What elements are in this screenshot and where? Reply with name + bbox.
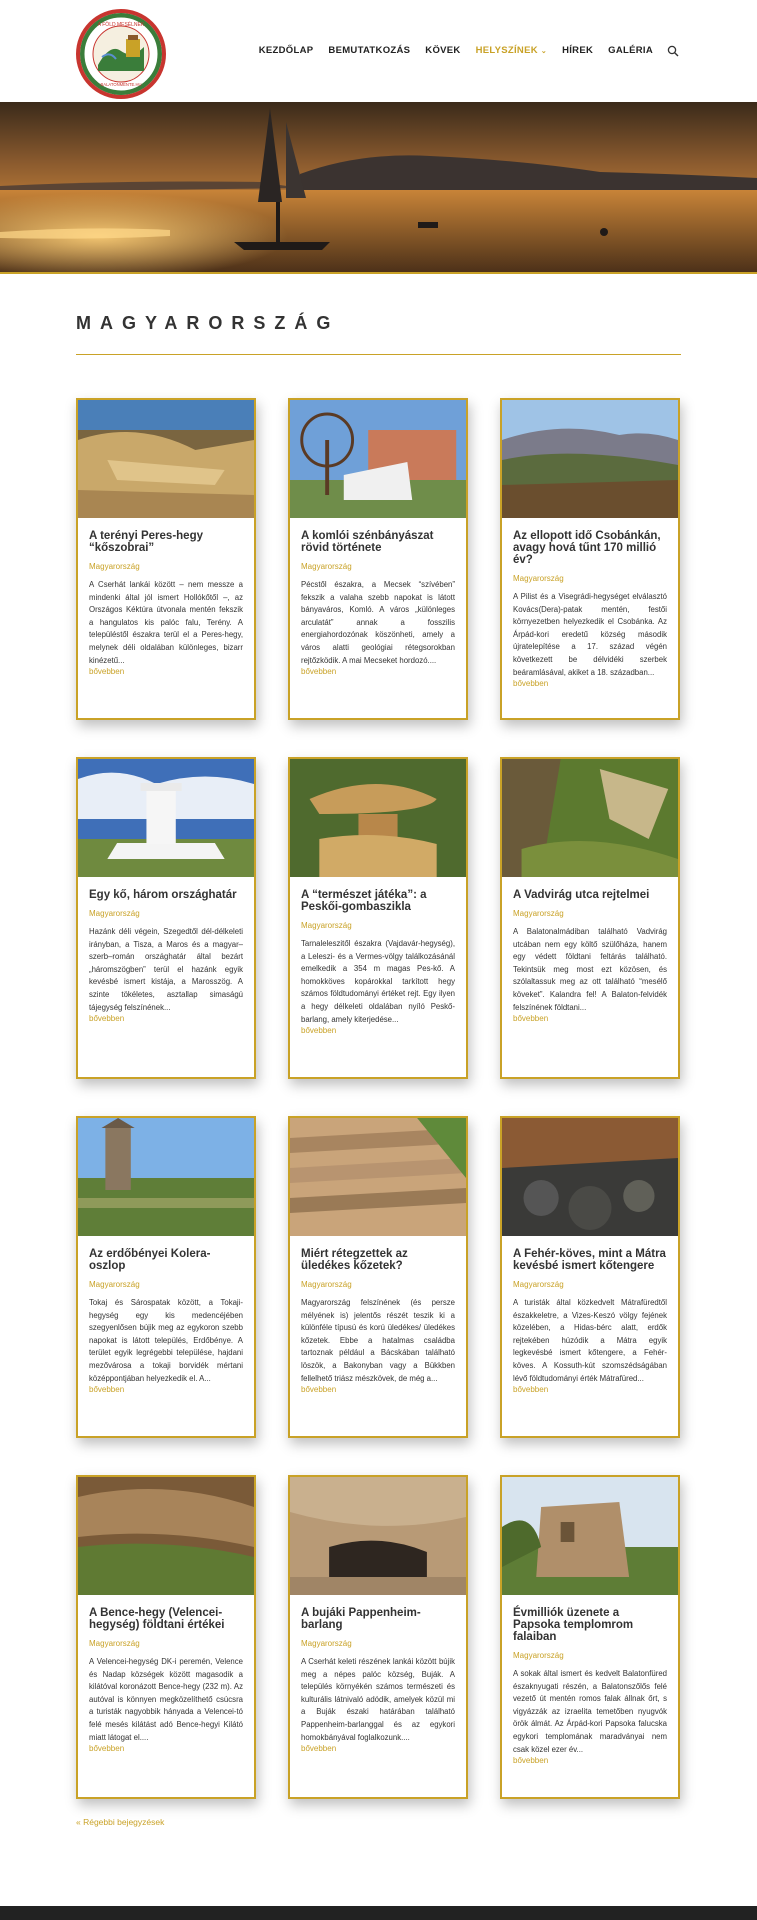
page-title: MAGYARORSZÁG bbox=[76, 313, 340, 333]
post-title[interactable]: Az ellopott idő Csobánkán, avagy hová tűnt 170 millió év? bbox=[513, 530, 661, 566]
post-excerpt: A sokak által ismert és kedvelt Balatonfüred északnyugati részén, a Balatonszőlős felé vezető út mentén romos falak állnak őrt, s vigyázzák az izraelita temetőben nyugvók örök álmát. Az Árpád-kori Papsoka falucska egykori templomának maradványai nem csak közel ezer év... bbox=[513, 1669, 667, 1754]
nav-item-label: HÍREK bbox=[562, 44, 594, 56]
post-card[interactable] bbox=[500, 398, 680, 720]
post-category[interactable]: Magyarország bbox=[89, 562, 140, 571]
site-logo[interactable] bbox=[76, 9, 166, 99]
post-card[interactable] bbox=[288, 1475, 468, 1799]
read-more-link[interactable]: bővebben bbox=[89, 667, 125, 677]
post-category[interactable]: Magyarország bbox=[513, 1280, 564, 1289]
logo-text-top: A FÖLD MESÉLNEK bbox=[97, 22, 145, 28]
post-excerpt: A Pilist és a Visegrádi-hegységet elválasztó Kovács(Dera)-patak mentén, festői környezetben helyezkedik el Csobánka. Az Árpád-kori eredetű község második újratelepítése a 17. század végén következett be délvidéki szerbek beáramlásával, akiket a 18. században... bbox=[513, 592, 667, 677]
post-title[interactable]: Miért rétegzettek az üledékes kőzetek? bbox=[301, 1248, 408, 1272]
nav-item-kövek[interactable] bbox=[425, 45, 460, 56]
post-card[interactable] bbox=[288, 398, 468, 720]
post-excerpt: A Cserhát lankái között – nem messze a mindenki által jól ismert Hollókőtől –, az Országos Kéktúra útvonala mentén fekszik a hangulatos kis palóc falu, Terény. A településtől északra terül el a Peres-hegy, melynek déli oldalában különleges, bizarr kinézetű... bbox=[89, 580, 243, 665]
post-card[interactable] bbox=[76, 1475, 256, 1799]
post-thumbnail[interactable] bbox=[290, 1118, 466, 1236]
nav-item-galéria[interactable] bbox=[608, 45, 653, 56]
post-category[interactable]: Magyarország bbox=[301, 921, 352, 930]
nav-item-label: HELYSZÍNEK bbox=[475, 44, 538, 56]
post-thumbnail[interactable] bbox=[78, 400, 254, 518]
post-card[interactable] bbox=[288, 1116, 468, 1438]
footer-bar bbox=[0, 1906, 757, 1920]
post-excerpt: A turisták által közkedvelt Mátrafüredtől északkeletre, a Vizes-Keszó völgy fejének közelében, a Hidas-bérc alatt, erdők rejtekében húzódik a Mátra egyik legkevésbé ismert kőtengere, a Fehér-köves. A Kossuth-kút szomszédságában lévő földtudományi érték Mátrafüred... bbox=[513, 1298, 667, 1383]
main-nav bbox=[244, 44, 679, 56]
post-category[interactable]: Magyarország bbox=[301, 562, 352, 571]
post-title[interactable]: A Bence-hegy (Velencei-hegység) földtani értékei bbox=[89, 1607, 225, 1631]
post-thumbnail[interactable] bbox=[290, 400, 466, 518]
post-excerpt: Hazánk déli végein, Szegedtől dél-délkeleti irányban, a Tisza, a Maros és a magyar–szerb–román országhatár által bezárt „háromszögben” terül el hazánk egyik kevésbé ismert kistája, a Marosszög. A szinte tökéletes, asztallap simaságú tájegység felszínének... bbox=[89, 927, 243, 1012]
hero-banner bbox=[0, 102, 757, 274]
post-card[interactable] bbox=[500, 1116, 680, 1438]
post-thumbnail[interactable] bbox=[78, 759, 254, 877]
post-thumbnail[interactable] bbox=[290, 1477, 466, 1595]
post-category[interactable]: Magyarország bbox=[89, 1639, 140, 1648]
nav-item-label: KEZDŐLAP bbox=[258, 44, 314, 56]
read-more-link[interactable]: bővebben bbox=[301, 1744, 337, 1754]
read-more-link[interactable]: bővebben bbox=[513, 679, 549, 689]
post-thumbnail[interactable] bbox=[502, 759, 678, 877]
read-more-link[interactable]: bővebben bbox=[89, 1744, 125, 1754]
nav-item-label: KÖVEK bbox=[425, 44, 461, 56]
read-more-link[interactable]: bővebben bbox=[513, 1385, 549, 1395]
post-thumbnail[interactable] bbox=[290, 759, 466, 877]
post-card[interactable] bbox=[288, 757, 468, 1079]
post-category[interactable]: Magyarország bbox=[513, 574, 564, 583]
post-card[interactable] bbox=[76, 757, 256, 1079]
nav-item-label: GALÉRIA bbox=[608, 44, 653, 56]
title-divider bbox=[76, 354, 681, 355]
post-title[interactable]: A “természet játéka”: a Peskői-gombaszikla bbox=[301, 889, 427, 913]
post-excerpt: Tarnaleleszitől északra (Vajdavár-hegység), a Leleszi- és a Vermes-völgy találkozásánál emelkedik a 354 m magas Pes-kő. A homokköves kopárokkal tarkított hegy számos földtudományi értéket rejt. Egy ilyen a hegy délkeleti oldalában nyíló Peskő-barlang, amely kiterjedése... bbox=[301, 939, 455, 1024]
older-posts-link[interactable]: « Régebbi bejegyzések bbox=[76, 1817, 165, 1827]
post-thumbnail[interactable] bbox=[502, 400, 678, 518]
read-more-link[interactable]: bővebben bbox=[301, 1385, 337, 1395]
search-icon[interactable] bbox=[667, 44, 679, 56]
post-excerpt: Pécstől északra, a Mecsek “szívében” fekszik a valaha szebb napokat is látott bányaváros, Komló. A város „különleges arculatát” annak a fosszilis energiahordozónak köszönheti, amely a város alatti geológiai rétegsorokban rejtőzködik. A mai Mecseket hordozó.... bbox=[301, 580, 455, 665]
nav-item-kezdőlap[interactable] bbox=[259, 45, 314, 56]
post-title[interactable]: A Fehér-köves, mint a Mátra kevésbé ismert kőtengere bbox=[513, 1248, 666, 1272]
post-excerpt: Magyarország felszínének (és persze mélyének is) jelentős részét teszik ki a különféle típusú és korú üledékes/ üledékes kőzetek. Ebbe a hatalmas családba tartoznak például a Bácskában található löszök, a Bakonyban vagy a Bükkben fellelhető triász mészkövek, de még a... bbox=[301, 1298, 455, 1383]
post-title[interactable]: A bujáki Pappenheim-barlang bbox=[301, 1607, 421, 1631]
read-more-link[interactable]: bővebben bbox=[89, 1014, 125, 1024]
read-more-link[interactable]: bővebben bbox=[89, 1385, 125, 1395]
nav-item-helyszínek[interactable] bbox=[476, 45, 547, 56]
post-card[interactable] bbox=[76, 398, 256, 720]
post-excerpt: A Velencei-hegység DK-i peremén, Velence és Nadap községek között magasodik a kilátóval koronázott Bence-hegy (232 m). Az autóval is könnyen megközelíthető csúcsra a turisták nagyobbik hányada a Velencei-tó felé mesés kilátást adó Bence-hegyi Kilátó miatt látogat el.... bbox=[89, 1657, 243, 1742]
read-more-link[interactable]: bővebben bbox=[301, 667, 337, 677]
post-thumbnail[interactable] bbox=[502, 1477, 678, 1595]
post-excerpt: A Balatonalmádiban található Vadvirág utcában nem egy költő szülőháza, hanem egy védett földtani feltárás található. Tekintsük meg most ezt közösen, és szólaltassuk meg az ott található “mesélő köveket”. Kalandra fel! A Balaton-felvidék felszínének földtani... bbox=[513, 927, 667, 1012]
post-category[interactable]: Magyarország bbox=[89, 909, 140, 918]
post-title[interactable]: A Vadvirág utca rejtelmei bbox=[513, 889, 650, 901]
chevron-down-icon: ⌄ bbox=[540, 47, 548, 55]
nav-item-bemutatkozás[interactable] bbox=[328, 45, 410, 56]
post-title[interactable]: A terényi Peres-hegy “kőszobrai” bbox=[89, 530, 203, 554]
post-thumbnail[interactable] bbox=[502, 1118, 678, 1236]
post-title[interactable]: Évmilliók üzenete a Papsoka templomrom falaiban bbox=[513, 1607, 634, 1643]
post-card[interactable] bbox=[76, 1116, 256, 1438]
read-more-link[interactable]: bővebben bbox=[301, 1026, 337, 1036]
post-category[interactable]: Magyarország bbox=[513, 1651, 564, 1660]
post-thumbnail[interactable] bbox=[78, 1118, 254, 1236]
post-card[interactable] bbox=[500, 1475, 680, 1799]
logo-text-bottom: BALATONMENTE.HU bbox=[100, 82, 142, 87]
read-more-link[interactable]: bővebben bbox=[513, 1014, 549, 1024]
post-category[interactable]: Magyarország bbox=[301, 1639, 352, 1648]
post-thumbnail[interactable] bbox=[78, 1477, 254, 1595]
nav-item-label: BEMUTATKOZÁS bbox=[328, 44, 411, 56]
post-excerpt: A Cserhát keleti részének lankái között bújik meg a népes palóc község, Buják. A település környékén számos természeti és kulturális látnivaló adódik, amelyek közül mi a Buják északi határában található Pappenheim-barlanggal és az egykori homokbányával foglalkozunk.... bbox=[301, 1657, 455, 1742]
post-excerpt: Tokaj és Sárospatak között, a Tokaji-hegység egy kis medencéjében szegyenlősen bújik meg az egykoron szebb napokat is látott település, Erdőbénye. A terület egyik legrégebbi települése, hajdani mezővárosa a tokaji borvidék mértani középpontjában helyezkedik el. A... bbox=[89, 1298, 243, 1383]
post-title[interactable]: A komlói szénbányászat rövid története bbox=[301, 530, 434, 554]
post-title[interactable]: Az erdőbényei Kolera-oszlop bbox=[89, 1248, 211, 1272]
post-category[interactable]: Magyarország bbox=[513, 909, 564, 918]
post-category[interactable]: Magyarország bbox=[89, 1280, 140, 1289]
site-header bbox=[0, 0, 757, 102]
read-more-link[interactable]: bővebben bbox=[513, 1756, 549, 1766]
nav-item-hírek[interactable] bbox=[562, 45, 593, 56]
post-card[interactable] bbox=[500, 757, 680, 1079]
post-title[interactable]: Egy kő, három országhatár bbox=[89, 889, 237, 901]
post-category[interactable]: Magyarország bbox=[301, 1280, 352, 1289]
